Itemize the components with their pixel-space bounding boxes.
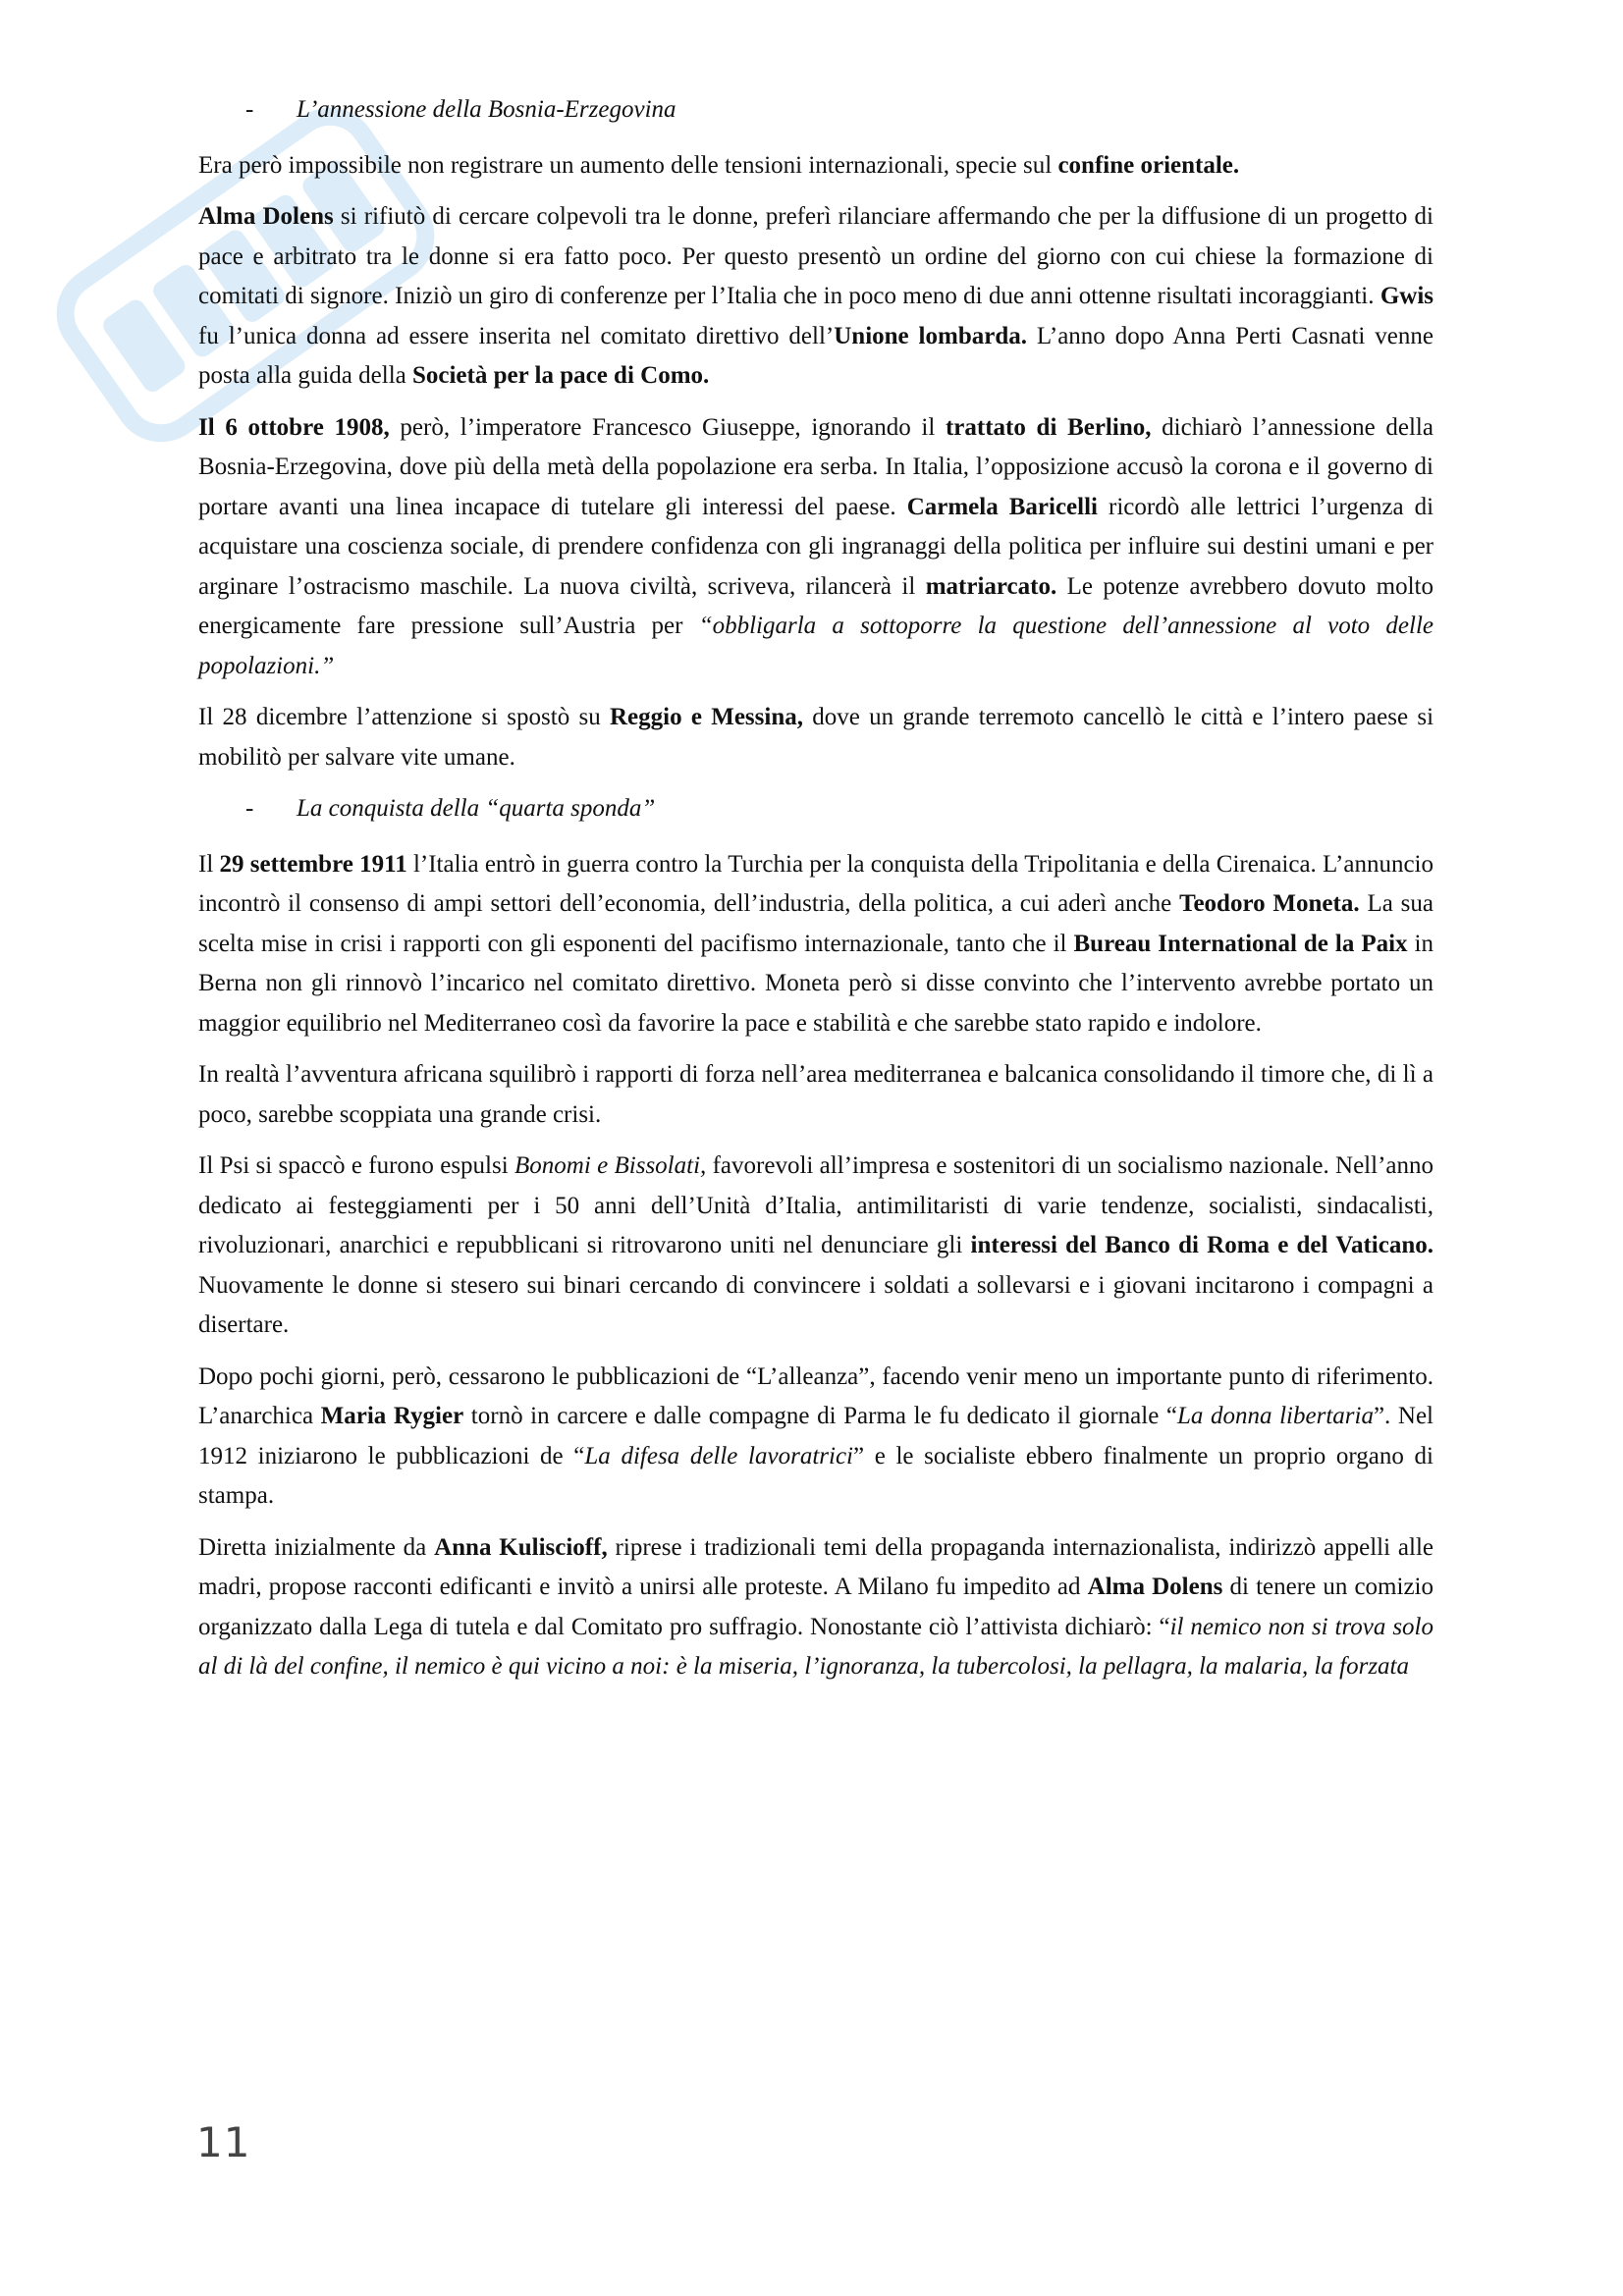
bold-span: Società per la pace di Como. bbox=[411, 362, 710, 389]
bold-span: Il 6 ottobre 1908, bbox=[198, 413, 390, 441]
text-span: dove un grande terremoto cancellò le città e l’intero paese si mobilitò per salvare vite umane. bbox=[198, 704, 1434, 771]
paragraph-8 bbox=[198, 1358, 1434, 1517]
bold-span: Anna Kuliscioff, bbox=[434, 1533, 608, 1561]
italic-span: il nemico non si trova solo al di là del confine, il nemico è qui vicino a noi: è la miseria, l’ignoranza, la tubercolosi, la pellagra, la malaria, la forzata bbox=[198, 1613, 1434, 1680]
text-span: Il 28 dicembre l’attenzione si spostò su bbox=[198, 704, 610, 730]
text-span: riprese i tradizionali temi della propaganda internazionalista, indirizzò appelli alle madri, propose racconti edificanti e invitò a unirsi alle proteste. A Milano fu impedito ad bbox=[198, 1533, 1434, 1600]
text-span: Diretta inizialmente da bbox=[198, 1533, 435, 1561]
paragraph-9 bbox=[198, 1528, 1434, 1687]
heading-text: L’annessione della Bosnia-Erzegovina bbox=[297, 96, 676, 123]
bold-span: Gwis bbox=[1380, 283, 1434, 309]
text-span: In realtà l’avventura africana squilibrò i rapporti di forza nell’area mediterranea e balcanica consolidando il timore che, di lì a poco, sarebbe scoppiata una grande crisi. bbox=[198, 1061, 1434, 1128]
text-span: fu l’unica donna ad essere inserita nel comitato direttivo dell’ bbox=[198, 322, 835, 349]
bold-span: Unione lombarda. bbox=[834, 322, 1027, 349]
text-span: ” e le socialiste ebbero finalmente un proprio organo di stampa. bbox=[198, 1442, 1434, 1509]
bullet-dash: - bbox=[245, 96, 254, 123]
text-span: Il bbox=[198, 850, 220, 878]
italic-span: La difesa delle lavoratrici bbox=[584, 1442, 853, 1469]
paragraph-2 bbox=[198, 197, 1434, 397]
text-span: in Berna non gli rinnovò l’incarico nel comitato direttivo. Moneta però si disse convinto che l’intervento avrebbe portato un maggior equilibrio nel Mediterraneo così da favorire la pace e stabilità e che sarebbe stato rapido e indolore. bbox=[198, 930, 1434, 1037]
text-span: però, l’imperatore Francesco Giuseppe, ignorando il bbox=[389, 413, 946, 441]
bold-span: interessi del Banco di Roma e del Vaticano. bbox=[970, 1232, 1434, 1258]
section-heading-fourth-shore bbox=[198, 789, 1434, 829]
bullet-dash: - bbox=[245, 795, 254, 822]
text-span: ricordò alle lettrici l’urgenza di acquistare una coscienza sociale, di prendere confidenza con gli ingranaggi della politica per influire sui destini umani e per arginare l’ostracismo maschile. La nuova civiltà, scriveva, rilancerà il bbox=[198, 493, 1434, 600]
heading-text: La conquista della “quarta sponda” bbox=[297, 795, 656, 822]
text-span: l’Italia entrò in guerra contro la Turchia per la conquista della Tripolitania e della Cirenaica. L’annuncio incontrò il consenso di ampi settori dell’economia, dell’industria, della politica, a cui aderì anche bbox=[198, 850, 1434, 917]
text-span: Il Psi si spaccò e furono espulsi bbox=[198, 1152, 514, 1179]
bold-span: trattato di Berlino, bbox=[945, 413, 1152, 441]
text-span: La sua scelta mise in crisi i rapporti con gli esponenti del pacifismo internazionale, tanto che il bbox=[198, 890, 1434, 957]
italic-span: Bonomi e Bissolati, bbox=[514, 1152, 707, 1179]
text-span: L’anno dopo Anna Perti Casnati venne posta alla guida della bbox=[198, 322, 1434, 389]
paragraph-5 bbox=[198, 845, 1434, 1044]
bold-span: Teodoro Moneta. bbox=[1179, 890, 1360, 917]
bold-span: confine orientale. bbox=[1057, 151, 1240, 179]
text-span: ”. Nel 1912 iniziarono le pubblicazioni de “ bbox=[198, 1403, 1434, 1469]
paragraph-1 bbox=[198, 146, 1434, 187]
document-body bbox=[198, 90, 1434, 1699]
paragraph-3 bbox=[198, 408, 1434, 687]
text-span: tornò in carcere e dalle compagne di Parma le fu dedicato il giornale “ bbox=[463, 1403, 1178, 1429]
section-heading-annexation bbox=[198, 90, 1434, 131]
bold-span: Alma Dolens bbox=[1087, 1574, 1223, 1600]
text-span: di tenere un comizio organizzato dalla Lega di tutela e dal Comitato pro suffragio. Nonostante ciò l’attivista dichiarò: “ bbox=[198, 1574, 1434, 1640]
text-span: Nuovamente le donne si stesero sui binari cercando di convincere i soldati a sollevarsi e i giovani incitarono i compagni a disertare. bbox=[198, 1271, 1434, 1338]
bold-span: matriarcato. bbox=[925, 572, 1057, 600]
bold-span: Maria Rygier bbox=[320, 1403, 464, 1429]
text-span: Era però impossibile non registrare un aumento delle tensioni internazionali, specie sul bbox=[198, 151, 1058, 179]
bold-span: Bureau International de la Paix bbox=[1073, 930, 1408, 957]
paragraph-4 bbox=[198, 698, 1434, 777]
page-number: 11 bbox=[196, 2118, 251, 2166]
bold-span: Reggio e Messina, bbox=[610, 704, 803, 730]
bold-span: Alma Dolens bbox=[198, 203, 334, 230]
text-span: si rifiutò di cercare colpevoli tra le donne, preferì rilanciare affermando che per la diffusione di un progetto di pace e arbitrato tra le donne si era fatto poco. Per questo presentò un ordine del giorno con cui chiese la formazione di comitati di signore. Iniziò un giro di conferenze per l’Italia che in poco meno di due anni ottenne risultati incoraggianti. bbox=[198, 203, 1434, 309]
text-span: Dopo pochi giorni, però, cessarono le pubblicazioni de “L’alleanza”, facendo venir meno un importante punto di riferimento. L’anarchica bbox=[198, 1362, 1434, 1429]
bold-span: Carmela Baricelli bbox=[906, 493, 1098, 520]
italic-span: La donna libertaria bbox=[1177, 1403, 1374, 1429]
text-span: dichiarò l’annessione della Bosnia-Erzegovina, dove più della metà della popolazione era serba. In Italia, l’opposizione accusò la corona e il governo di portare avanti una linea incapace di tutelare gli interessi del paese. bbox=[198, 413, 1434, 520]
bold-span: 29 settembre 1911 bbox=[219, 850, 407, 878]
text-span: favorevoli all’impresa e sostenitori di un socialismo nazionale. Nell’anno dedicato ai festeggiamenti per i 50 anni dell’Unità d’Italia, antimilitaristi di varie tendenze, socialisti, sindacalisti, rivoluzionari, anarchici e repubblicani si ritrovarono uniti nel denunciare gli bbox=[198, 1152, 1434, 1258]
italic-span: “obbligarla a sottoporre la questione dell’annessione al voto delle popolazioni.” bbox=[198, 613, 1434, 679]
paragraph-6 bbox=[198, 1055, 1434, 1135]
paragraph-7 bbox=[198, 1147, 1434, 1346]
text-span: Le potenze avrebbero dovuto molto energicamente fare pressione sull’Austria per bbox=[198, 572, 1434, 639]
